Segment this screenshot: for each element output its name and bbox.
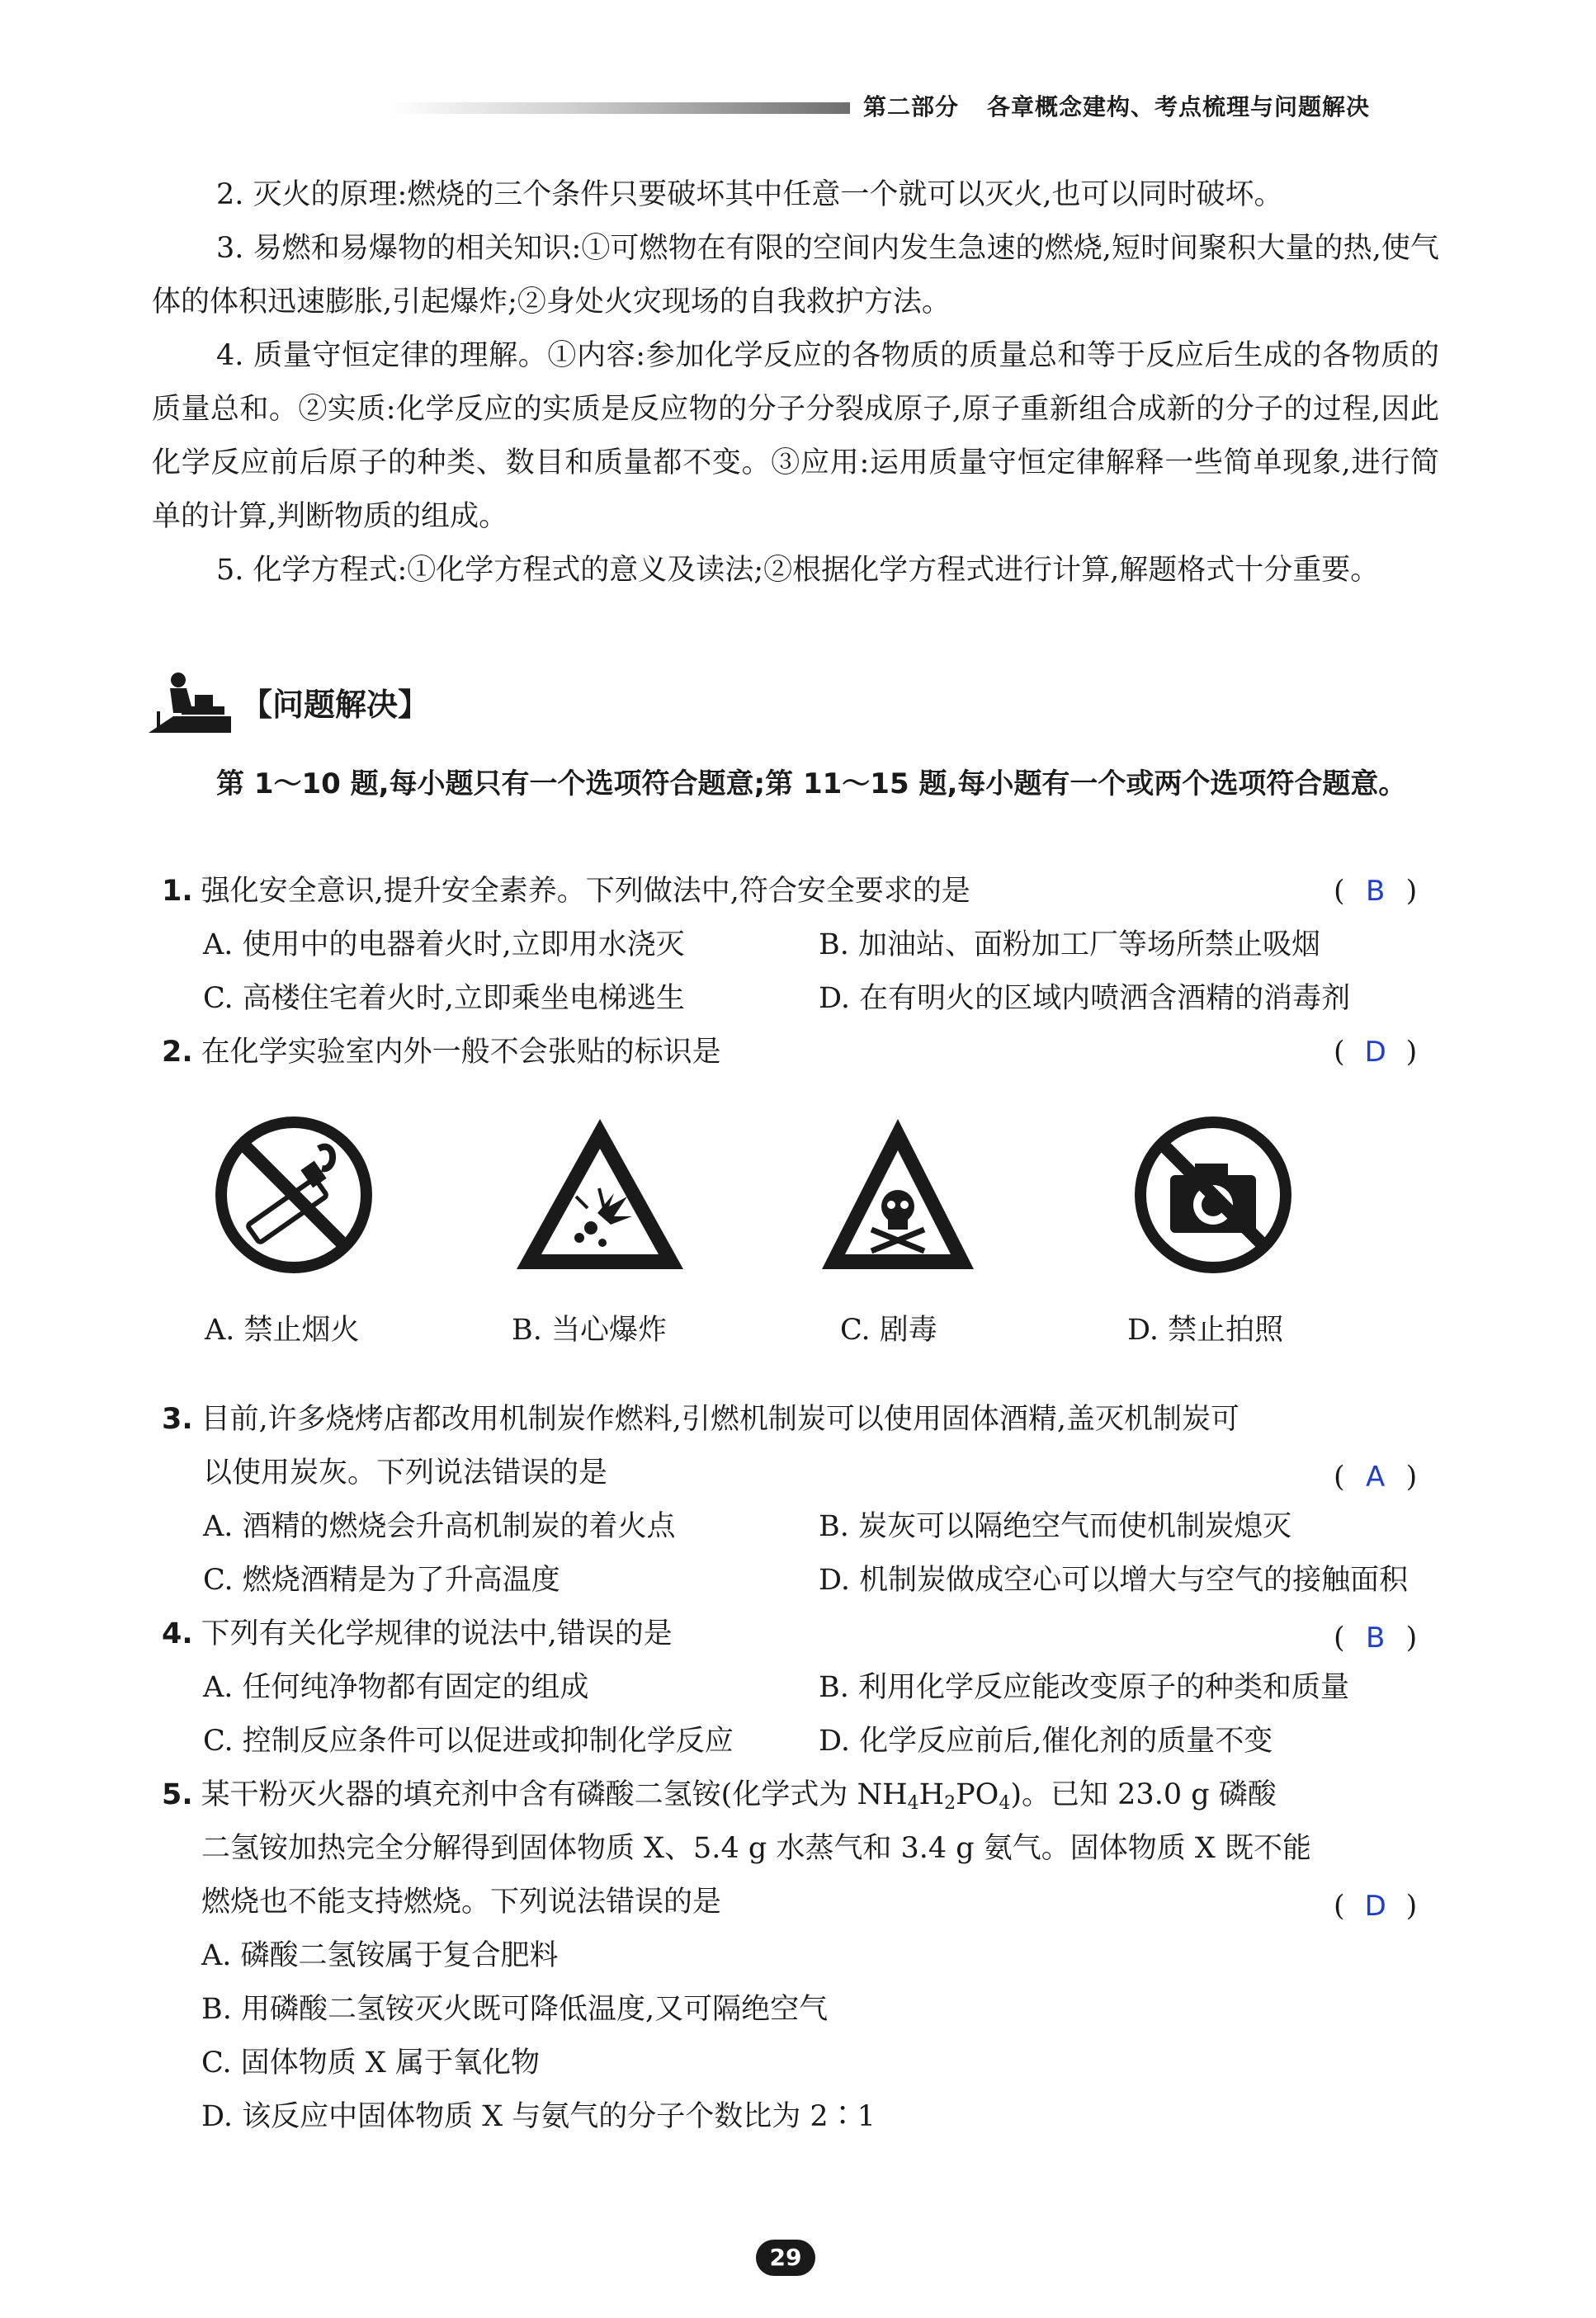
sign-caption-d: D. 禁止拍照 [1127,1314,1284,1347]
question-5-stem-line-2: 二氢铵加热完全分解得到固体物质 X、5.4 g 水蒸气和 3.4 g 氨气。固体物质 X 既不能 [201,1832,1311,1865]
question-1-stem [162,865,970,918]
instruction-text: 第 1～10 题,每小题只有一个选项符合题意;第 11～15 题,每小题有一个或两个选项符合题意。 [216,767,1407,800]
bracket-open: ( [1334,1461,1345,1494]
knowledge-point-2: 2. 灭火的原理:燃烧的三个条件只要破坏其中任意一个就可以灭火,也可以同时破坏。 [216,178,1283,211]
question-3-stem-line-2: 以使用炭灰。下列说法错误的是 [203,1456,608,1489]
q4-option-d: D. 化学反应前后,催化剂的质量不变 [819,1725,1273,1758]
subscript: 4 [999,1793,1011,1814]
q3-option-a: A. 酒精的燃烧会升高机制炭的着火点 [203,1510,676,1543]
bracket-open: ( [1334,1036,1345,1069]
header-rule [388,102,850,114]
question-3-answer [1334,1451,1417,1504]
question-5-stem [162,1768,1277,1830]
question-5-answer [1334,1880,1417,1933]
question-5-stem-line-3: 燃烧也不能支持燃烧。下列说法错误的是 [201,1886,722,1919]
answer-letter: D [1364,1036,1386,1069]
person-at-desk-icon [149,670,231,733]
toxic-warning-sign-icon [817,1114,979,1276]
bracket-close: ) [1405,1890,1418,1923]
q1-option-a: A. 使用中的电器着火时,立即用水浇灭 [203,928,685,961]
bracket-close: ) [1405,1622,1418,1655]
knowledge-point-4: 4. 质量守恒定律的理解。①内容:参加化学反应的各物质的质量总和等于反应后生成的各物质的质量总和。②实质:化学反应的实质是反应物的分子分裂成原子,原子重新组合成新的分子的过程,因此化学反应前后原子的种类、数目和质量都不变。③应用:运用质量守恒定律解释一些简单现象,进行简单的计算,判断物质的组成。 [152,339,1439,533]
question-4-stem [162,1607,673,1661]
q1-option-b: B. 加油站、面粉加工厂等场所禁止吸烟 [819,928,1320,961]
question-number: 3. [162,1403,193,1436]
q4-option-b: B. 利用化学反应能改变原子的种类和质量 [819,1671,1349,1704]
question-3-stem [162,1393,1239,1447]
question-2-stem [162,1026,721,1079]
question-text-part: H [918,1778,945,1811]
q5-option-d: D. 该反应中固体物质 X 与氨气的分子个数比为 2∶1 [201,2100,876,2133]
subscript: 2 [944,1793,956,1814]
answer-letter: B [1365,875,1386,908]
q3-option-b: B. 炭灰可以隔绝空气而使机制炭熄灭 [819,1510,1291,1543]
question-2-answer [1334,1026,1417,1079]
question-text-part: )。已知 23.0 g 磷酸 [1010,1778,1277,1811]
question-4-answer [1334,1612,1417,1665]
answer-letter: B [1365,1622,1386,1655]
explosive-warning-sign-icon [512,1114,688,1276]
question-1-answer [1334,865,1417,918]
q5-option-b: B. 用磷酸二氢铵灭火既可降低温度,又可隔绝空气 [201,1993,829,2026]
knowledge-point-5: 5. 化学方程式:①化学方程式的意义及读法;②根据化学方程式进行计算,解题格式十分重要。 [216,554,1380,587]
question-text: 在化学实验室内外一般不会张贴的标识是 [201,1036,721,1069]
question-number: 4. [162,1617,193,1650]
no-photography-sign-icon [1132,1114,1294,1276]
q5-option-c: C. 固体物质 X 属于氧化物 [201,2047,540,2080]
question-number: 5. [162,1778,193,1811]
question-text-line-1: 目前,许多烧烤店都改用机制炭作燃料,引燃机制炭可以使用固体酒精,盖灭机制炭可 [201,1403,1240,1436]
bracket-close: ) [1405,875,1418,908]
answer-letter: D [1364,1890,1386,1923]
header-part: 第二部分 [863,93,960,120]
question-number: 1. [162,875,193,908]
page-number: 29 [756,2240,815,2276]
bracket-open: ( [1334,1622,1345,1655]
knowledge-point-3: 3. 易燃和易爆物的相关知识:①可燃物在有限的空间内发生急速的燃烧,短时间聚积大量的热,使气体的体积迅速膨胀,引起爆炸;②身处火灾现场的自我救护方法。 [152,232,1439,319]
q4-option-c: C. 控制反应条件可以促进或抑制化学反应 [203,1725,734,1758]
q1-option-d: D. 在有明火的区域内喷洒含酒精的消毒剂 [819,982,1351,1015]
q3-option-c: C. 燃烧酒精是为了升高温度 [203,1564,560,1597]
question-text-part: PO [956,1778,999,1811]
section-header [149,670,429,733]
q5-option-a: A. 磷酸二氢铵属于复合肥料 [201,1939,559,1972]
bracket-open: ( [1334,1890,1345,1923]
subscript: 4 [907,1793,919,1814]
section-title: 【问题解决】 [241,686,430,723]
question-number: 2. [162,1036,193,1069]
question-text: 强化安全意识,提升安全素养。下列做法中,符合安全要求的是 [201,875,970,908]
q3-option-d: D. 机制炭做成空心可以增大与空气的接触面积 [819,1564,1409,1597]
bracket-close: ) [1405,1036,1418,1069]
sign-caption-c: C. 剧毒 [840,1314,937,1347]
q1-option-c: C. 高楼住宅着火时,立即乘坐电梯逃生 [203,982,685,1015]
question-text-part: 某干粉灭火器的填充剂中含有磷酸二氢铵(化学式为 NH [201,1778,908,1811]
bracket-open: ( [1334,875,1345,908]
no-smoking-sign-icon [213,1114,375,1276]
running-header [863,89,1370,122]
q4-option-a: A. 任何纯净物都有固定的组成 [203,1671,589,1704]
question-text: 下列有关化学规律的说法中,错误的是 [201,1617,673,1650]
bracket-close: ) [1405,1461,1418,1494]
answer-letter: A [1366,1461,1386,1494]
sign-caption-a: A. 禁止烟火 [205,1314,360,1347]
sign-caption-b: B. 当心爆炸 [512,1314,667,1347]
header-title: 各章概念建构、考点梳理与问题解决 [987,93,1371,120]
